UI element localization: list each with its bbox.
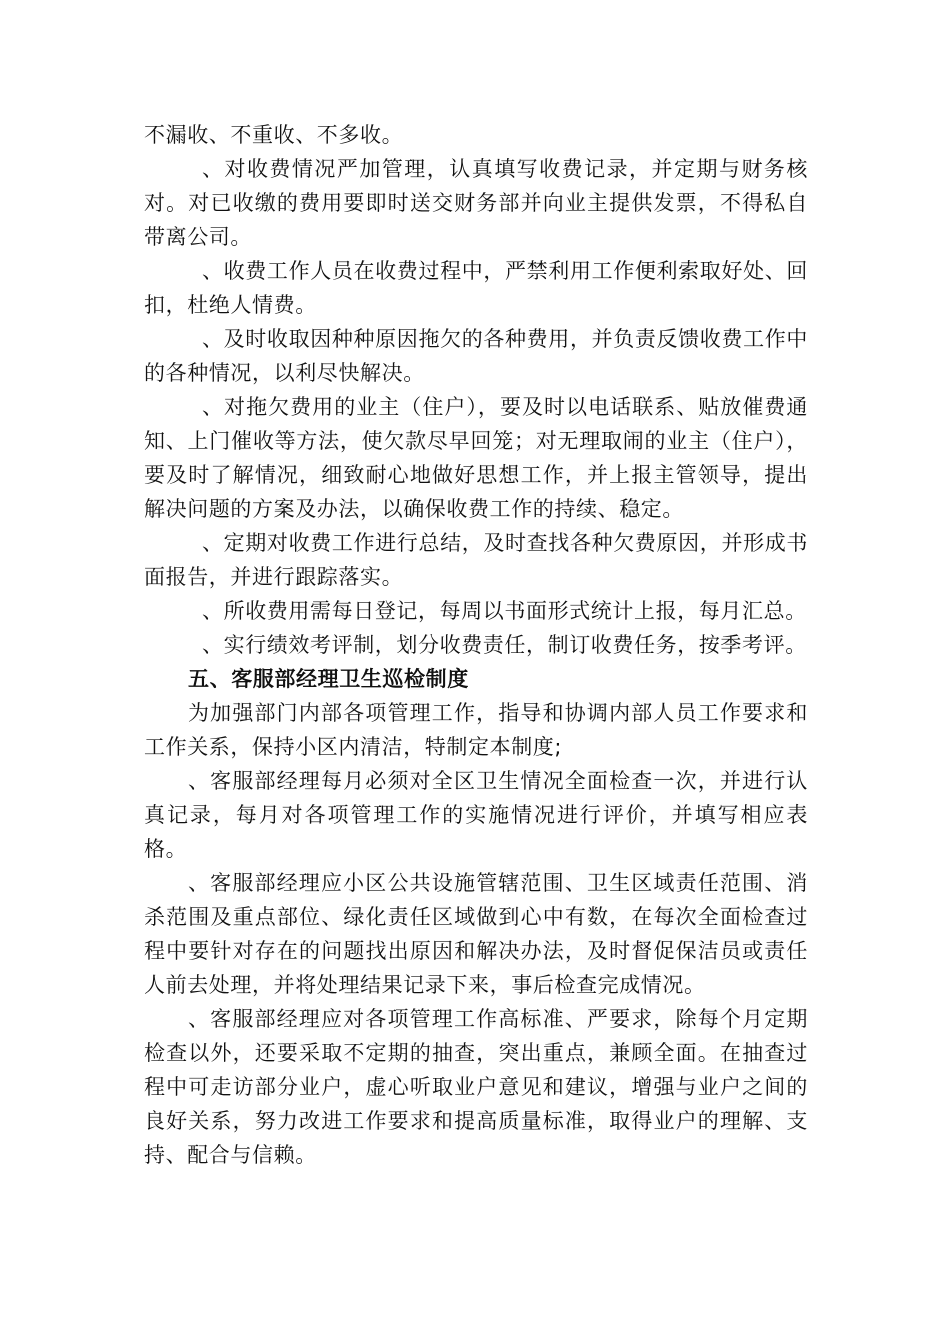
paragraph: 不漏收、不重收、不多收。: [144, 123, 404, 147]
paragraph: 、定期对收费工作进行总结，及时查找各种欠费原因，并形成书面报告，并进行跟踪落实。: [144, 531, 808, 589]
paragraph: 为加强部门内部各项管理工作，指导和协调内部人员工作要求和工作关系，保持小区内清洁，特制定本制度;: [144, 701, 808, 759]
paragraph: 、所收费用需每日登记，每周以书面形式统计上报，每月汇总。: [202, 599, 807, 623]
paragraph: 、及时收取因种种原因拖欠的各种费用，并负责反馈收费工作中的各种情况，以利尽快解决。: [144, 327, 808, 385]
paragraph: 、客服部经理每月必须对全区卫生情况全面检查一次，并进行认真记录，每月对各项管理工作的实施情况进行评价，并填写相应表格。: [144, 769, 808, 861]
paragraph: 、客服部经理应小区公共设施管辖范围、卫生区域责任范围、消杀范围及重点部位、绿化责任区域做到心中有数，在每次全面检查过程中要针对存在的问题找出原因和解决办法，及时督促保洁员或责任人前去处理，并将处理结果记录下来，事后检查完成情况。: [144, 871, 808, 997]
paragraph: 、客服部经理应对各项管理工作高标准、严要求，除每个月定期检查以外，还要采取不定期的抽查，突出重点，兼顾全面。在抽查过程中可走访部分业户，虚心听取业户意见和建议，增强与业户之间的良好关系，努力改进工作要求和提高质量标准，取得业户的理解、支持、配合与信赖。: [144, 1007, 808, 1167]
paragraph: 、收费工作人员在收费过程中，严禁利用工作便利索取好处、回扣，杜绝人情费。: [144, 259, 808, 317]
paragraph: 、对拖欠费用的业主（住户），要及时以电话联系、贴放催费通知、上门催收等方法，使欠款尽早回笼；对无理取闹的业主（住户），要及时了解情况，细致耐心地做好思想工作，并上报主管领导，提出解决问题的方案及办法，以确保收费工作的持续、稳定。: [144, 395, 808, 521]
paragraph: 、实行绩效考评制，划分收费责任，制订收费任务，按季考评。: [202, 633, 807, 657]
section-heading: 五、客服部经理卫生巡检制度: [188, 667, 469, 691]
document-body: [144, 118, 808, 1172]
paragraph: 、对收费情况严加管理，认真填写收费记录，并定期与财务核对。对已收缴的费用要即时送交财务部并向业主提供发票，不得私自带离公司。: [144, 157, 808, 249]
